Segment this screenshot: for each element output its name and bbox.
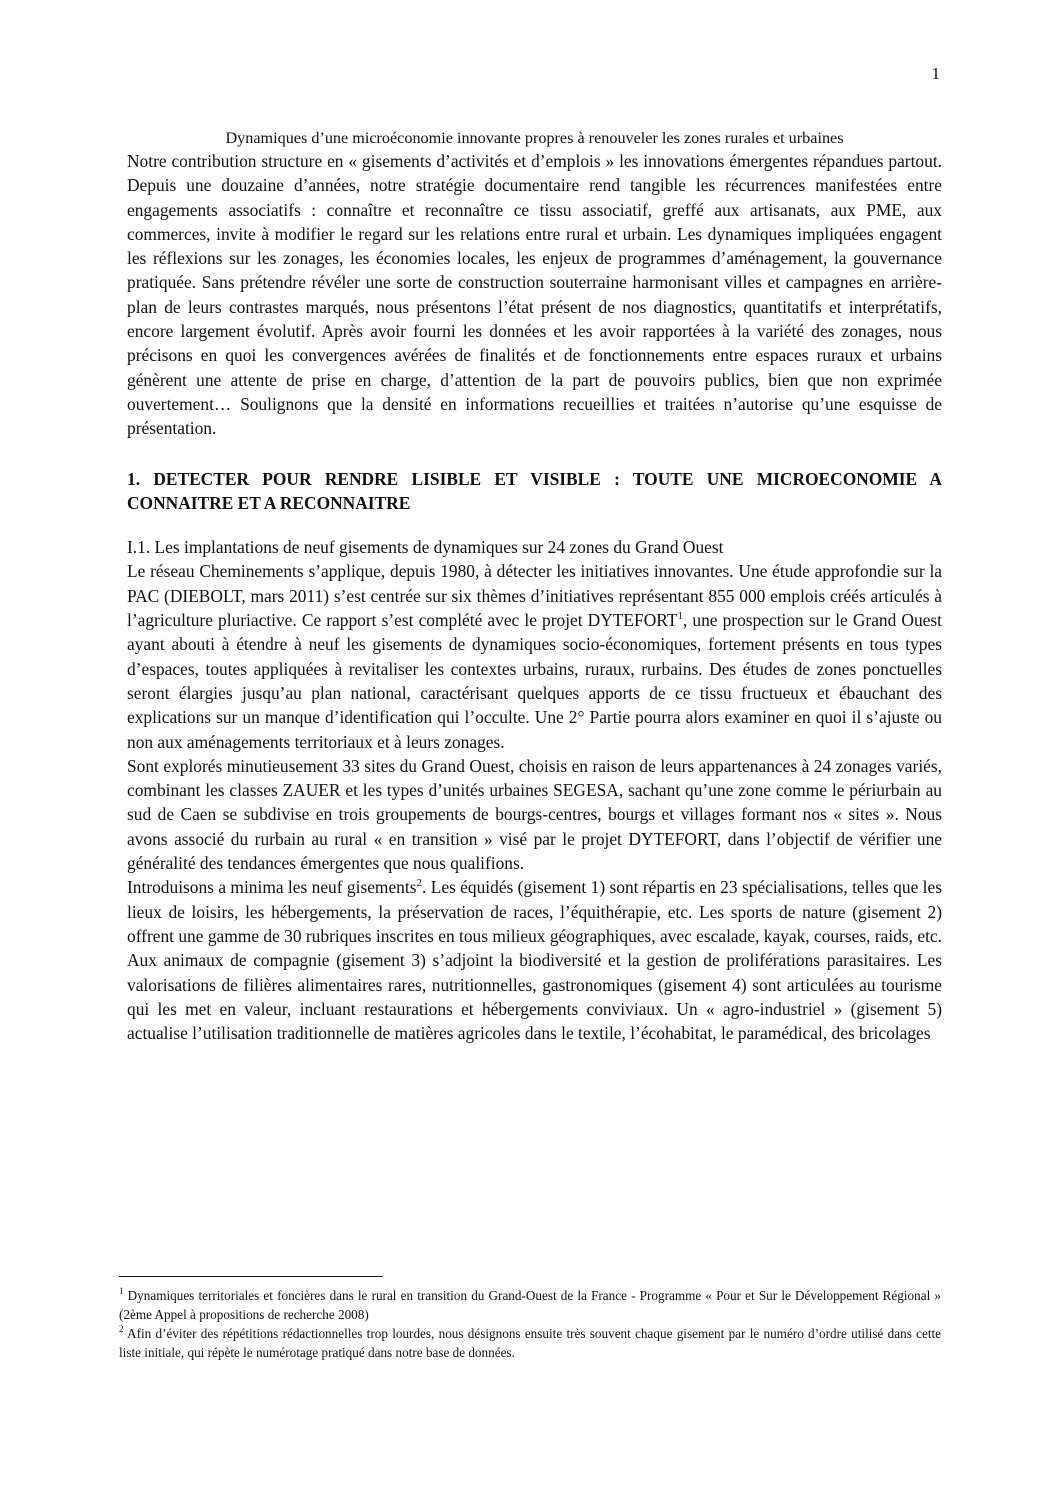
footnotes-area [119,1276,941,1362]
page-number: 1 [931,64,940,83]
intro-paragraph: Notre contribution structure en « gisements d’activités et d’emplois » les innovations émergentes répandues partout. Depuis une douzaine d’années, notre stratégie documentaire rend tangible les récurrences manifestées entre engagements associatifs : connaître et reconnaître ce tissu associatif, greffé aux artisanats, aux PME, aux commerces, invite à modifier le regard sur les relations entre rural et urbain. Les dynamiques impliquées engagent les réflexions sur les zonages, les économies locales, les enjeux de programmes d’aménagement, la gouvernance pratiquée. Sans prétendre révéler une sorte de construction souterraine harmonisant villes et campagnes en arrière-plan de leurs contrastes marqués, nous présentons l’état présent de nos diagnostics, quantitatifs et interprétatifs, encore largement évolutif. Après avoir fourni les données et les avoir rapportées à la variété des zonages, nous précisons en quoi les convergences avérées de finalités et de fonctionnements entre espaces ruraux et urbains génèrent une attente de prise en charge, d’attention de la part de pouvoirs publics, bien que non exprimée ouvertement… Soulignons que la densité en informations recueillies et traitées n’autorise qu’une esquisse de présentation. [127,151,942,439]
section-heading: 1. DETECTER POUR RENDRE LISIBLE ET VISIBLE : TOUTE UNE MICROECONOMIE A CONNAITRE ET A RECONNAITRE [127,468,942,513]
paragraph-text: Introduisons a minima les neuf gisements [127,877,417,898]
footnote-2 [119,1324,941,1362]
paragraph-text: Le réseau Cheminements s’applique, depuis 1980, à détecter les initiatives innovantes. Une étude approfondie sur la PAC (DIEBOLT, mars 2011) s’est centrée sur six thèmes d’initiatives représentant 855 000 emplois créés articulés à l’agriculture pluriactive. Ce rapport s’est complété avec le projet DYTEFORT [127,561,942,631]
body-paragraph-2: Sont explorés minutieusement 33 sites du Grand Ouest, choisis en raison de leurs appartenances à 24 zonages variés, combinant les classes ZAUER et les types d’unités urbaines SEGESA, sachant qu’une zone comme le périurbain au sud de Caen se subdivise en trois groupements de bourgs-centres, bourgs et villages formant nos « sites ». Nous avons associé du rurbain au rural « en transition » visé par le projet DYTEFORT, dans l’objectif de vérifier une généralité des tendances émergentes que nous qualifions. [127,755,942,874]
footnote-mark: 1 [119,1286,124,1296]
footnote-reference[interactable]: 1 [677,610,683,623]
paragraph-text: , une prospection sur le Grand Ouest ayant abouti à étendre à neuf les gisements de dynamiques socio-économiques, fortement présents en tous types d’espaces, toutes appliquées à revitaliser les contextes urbains, ruraux, rurbains. Des études de zones ponctuelles seront élargies jusqu’au plan national, caractérisant quelques apports de ce tissu fructueux et ébauchant des explications sur un manque d’identification qui l’occulte. Une 2° Partie pourra alors examiner en quoi il s’ajuste ou non aux aménagements territoriaux et à leurs zonages. [127,610,942,752]
paragraph-text: . Les équidés (gisement 1) sont répartis en 23 spécialisations, telles que les lieux de loisirs, les hébergements, la préservation de races, l’équithérapie, etc. Les sports de nature (gisement 2) offrent une gamme de 30 rubriques inscrites en tous milieux géographiques, avec escalade, kayak, courses, raids, etc. Aux animaux de compagnie (gisement 3) s’adjoint la biodiversité et la gestion de proliférations parasitaires. Les valorisations de filières alimentaires rares, nutritionnelles, gastronomiques (gisement 4) sont articulées au tourisme qui les met en valeur, incluant restaurations et hébergements conviviaux. Un « agro-industriel » (gisement 5) actualise l’utilisation traditionnelle de matières agricoles dans le textile, l’écohabitat, le paramédical, des bricolages [127,877,942,1044]
subsection-heading: I.1. Les implantations de neuf gisements de dynamiques sur 24 zones du Grand Ouest [127,537,724,558]
document-title: Dynamiques d’une microéconomie innovante propres à renouveler les zones rurales et urbaines [225,129,844,147]
body-paragraph-1 [127,559,942,753]
footnote-reference[interactable]: 2 [416,877,422,890]
body-paragraph-3 [127,875,942,1045]
footnote-1 [119,1286,941,1324]
footnote-separator [119,1276,383,1277]
footnote-text: Dynamiques territoriales et foncières dans le rural en transition du Grand-Ouest de la France - Programme « Pour et Sur le Développement Régional » (2ème Appel à propositions de recherche 2008) [119,1288,941,1322]
footnote-mark: 2 [119,1324,124,1334]
footnote-text: Afin d’éviter des répétitions rédactionnelles trop lourdes, nous désignons ensuite très souvent chaque gisement par le numéro d’ordre utilisé dans cette liste initiale, qui répète le numérotage pratiqué dans notre base de données. [119,1326,941,1360]
